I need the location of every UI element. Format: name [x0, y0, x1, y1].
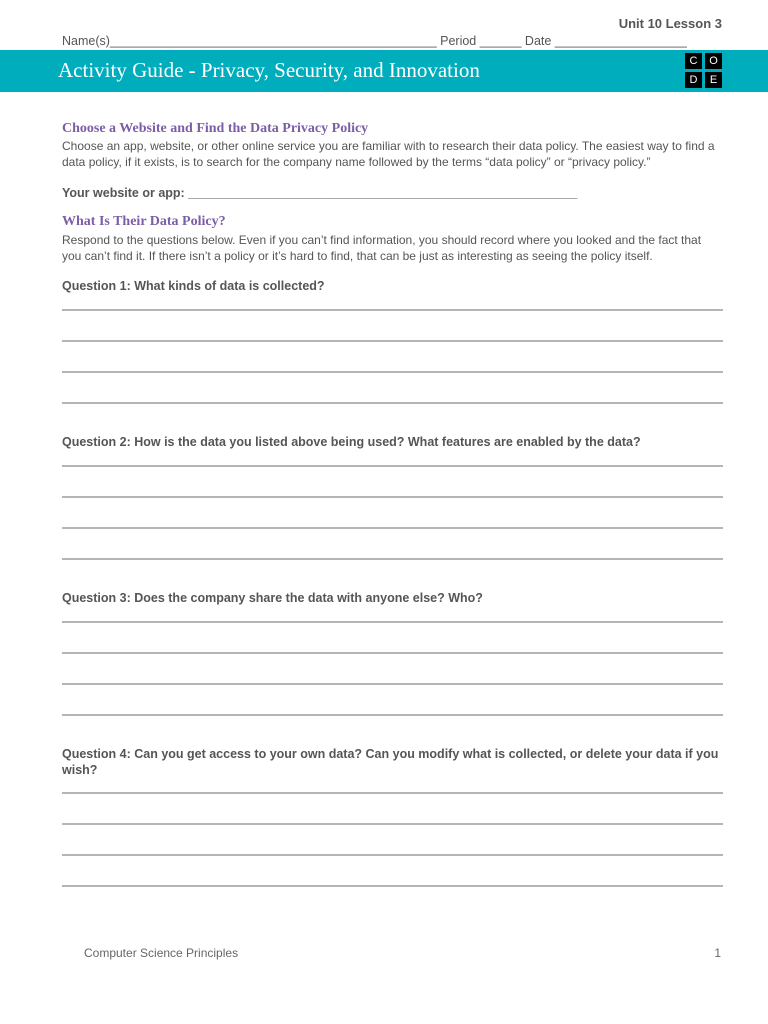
answer-line[interactable] — [62, 402, 723, 404]
footer-course: Computer Science Principles — [84, 946, 239, 960]
answer-line[interactable] — [62, 496, 723, 498]
answer-line[interactable] — [62, 527, 723, 529]
answer-line[interactable] — [62, 621, 723, 623]
section2-heading: What Is Their Data Policy? — [62, 214, 226, 229]
name-period-date-line: Name(s)_______________________________________________ Period ______ Date ___________________ — [62, 34, 687, 48]
footer-page-number: 1 — [714, 946, 721, 960]
answer-line[interactable] — [62, 558, 723, 560]
question-1: Question 1: What kinds of data is collected? — [62, 279, 325, 293]
section1-heading: Choose a Website and Find the Data Privacy Policy — [62, 121, 369, 136]
question-2: Question 2: How is the data you listed above being used? What features are enabled by the data? — [62, 435, 641, 449]
answer-line[interactable] — [62, 854, 723, 856]
answer-line[interactable] — [62, 823, 723, 825]
answer-line[interactable] — [62, 683, 723, 685]
answer-line[interactable] — [62, 340, 723, 342]
question-3: Question 3: Does the company share the data with anyone else? Who? — [62, 591, 483, 605]
answer-line[interactable] — [62, 371, 723, 373]
title-bar — [0, 50, 768, 92]
section1-body: Choose an app, website, or other online service you are familiar with to research their data policy. The easiest way to find a data policy, if it exists, is to search for the company name followed by the terms “data policy” or “privacy policy.” — [62, 139, 715, 169]
unit-label: Unit 10 Lesson 3 — [618, 16, 722, 31]
logo-letter-o: O — [705, 53, 722, 69]
answer-line[interactable] — [62, 652, 723, 654]
answer-line[interactable] — [62, 885, 723, 887]
code-logo — [685, 53, 723, 89]
logo-letter-d: D — [685, 72, 702, 88]
website-field[interactable]: Your website or app: ________________________________________________________ — [62, 186, 578, 200]
section2-body: Respond to the questions below. Even if you can’t find information, you should record where you looked and the fact that you can’t find it. If there isn’t a policy or it’s hard to find, that can be just as interesting as seeing the policy itself. — [62, 233, 702, 263]
logo-letter-c: C — [685, 53, 702, 69]
answer-line[interactable] — [62, 465, 723, 467]
question-4: Question 4: Can you get access to your own data? Can you modify what is collected, or delete your data if you wish? — [62, 747, 719, 777]
logo-letter-e: E — [705, 72, 722, 88]
page-title: Activity Guide - Privacy, Security, and Innovation — [58, 58, 480, 82]
answer-line[interactable] — [62, 309, 723, 311]
answer-line[interactable] — [62, 714, 723, 716]
answer-line[interactable] — [62, 792, 723, 794]
